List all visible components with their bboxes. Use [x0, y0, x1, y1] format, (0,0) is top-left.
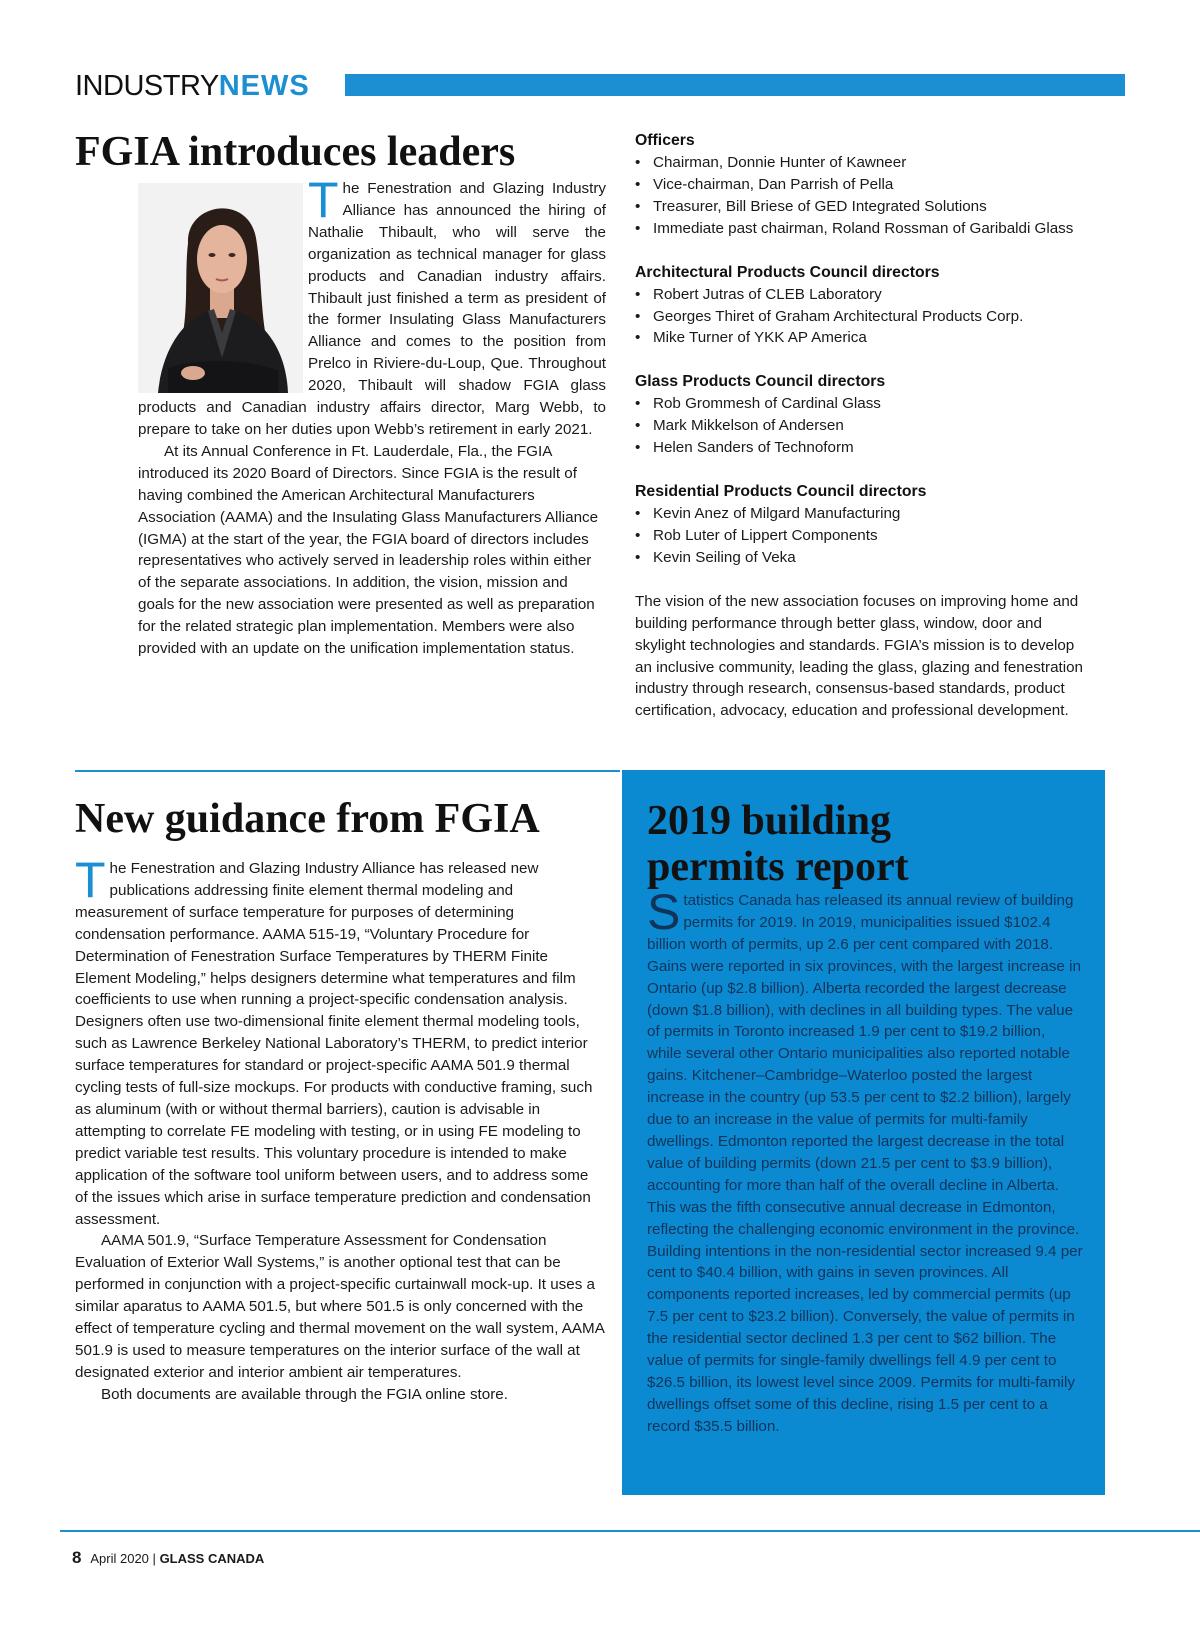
magazine-name: GLASS CANADA: [159, 1551, 265, 1566]
permits-box: [622, 770, 1105, 1495]
group-architectural: [635, 262, 1105, 350]
section-label: [75, 68, 310, 104]
group-list: [635, 152, 1105, 240]
list-item: • Rob Grommesh of Cardinal Glass: [635, 393, 1105, 415]
list-item: • Helen Sanders of Technoform: [635, 437, 1105, 459]
article2-dropcap: T: [75, 852, 106, 908]
article3-body: [647, 884, 1083, 1438]
article3-dropcap: S: [647, 884, 681, 940]
list-item: • Kevin Seiling of Veka: [635, 547, 1105, 569]
article3-para-text: tatistics Canada has released its annual review of building permits for 2019. In 2019, municipalities issued $102.4 billion worth of permits, up 2.6 per cent compared with 2018. Gains were reported in six provinces, with the largest increase in Ontario (up $2.8 billion). Alberta recorded the largest decrease (down $1.8 billion), with declines in all building types. The value of permits in Toronto increased 1.9 per cent to $19.2 billion, while several other Ontario municipalities also reported notable gains. Kitchener–Cambridge–Waterloo posted the largest increase in the country (up 53.5 per cent to $2.2 billion), largely due to an increase in the value of permits for multi-family dwellings. Edmonton reported the largest decrease in the total value of building permits (down 21.5 per cent to $3.9 billion), accounting for more than half of the overall decline in Alberta. This was the fifth consecutive annual decrease in Edmonton, reflecting the challenging economic environment in the province. Building intentions in the non-residential sector increased 9.4 per cent to $40.4 billion, with gains in seven provinces. All components reported increases, led by commercial permits (up 7.5 per cent to $23.2 billion). Conversely, the value of permits in the residential sector declined 1.3 per cent to $62 billion. The value of permits for single-family dwellings fell 4.9 per cent to $26.5 billion, its lowest level since 2009. Permits for multi-family dwellings offset some of this decline, rising 1.5 per cent to a record $35.5 billion.: [647, 892, 1083, 1435]
article1-para1-text: he Fenestration and Glazing Industry Alliance has announced the hiring of Nathalie Thibault, who will serve the organization as technical manager for glass products and Canadian industry affairs. Thibault just finished a term as president of the former Insulating Glass Manufacturers Alliance and comes to the position from Prelco in Riviere-du-Loup, Que. Throughout 2020, Thibault will shadow FGIA glass products and Canadian industry affairs director, Marg Webb, to prepare to take on her duties upon Webb’s retirement in early 2021.: [138, 180, 606, 438]
list-item: • Vice-chairman, Dan Parrish of Pella: [635, 174, 1105, 196]
list-item: • Immediate past chairman, Roland Rossman of Garibaldi Glass: [635, 218, 1105, 240]
article2-para1: [75, 852, 605, 1230]
article3-headline: [647, 798, 1087, 890]
section-label-industry: INDUSTRY: [75, 70, 219, 102]
footer: [72, 1549, 264, 1568]
article2-headline: New guidance from FGIA: [75, 796, 540, 842]
list-item: • Mark Mikkelson of Andersen: [635, 415, 1105, 437]
group-residential: [635, 481, 1105, 569]
group-title: Residential Products Council directors: [635, 483, 927, 501]
article1-headline: FGIA introduces leaders: [75, 129, 516, 175]
article2-body: [75, 852, 605, 1406]
group-title: Architectural Products Council directors: [635, 263, 940, 281]
group-title: Officers: [635, 132, 695, 149]
article1-body: [138, 172, 606, 660]
list-item: • Chairman, Donnie Hunter of Kawneer: [635, 152, 1105, 174]
footer-separator: |: [152, 1551, 156, 1566]
board-listing: [635, 130, 1105, 722]
list-item: • Treasurer, Bill Briese of GED Integrated Solutions: [635, 196, 1105, 218]
article2-para1-text: he Fenestration and Glazing Industry Alliance has released new publications addressing finite element thermal modeling and measurement of surface temperature for purposes of determining condensation performance. AAMA 515-19, “Voluntary Procedure for Determination of Fenestration Surface Temperatures by THERM Finite Element Modeling,” helps designers determine what temperatures and film coefficients to use when running a project-specific condensation analysis. Designers often use two-dimensional finite element thermal modeling tools, such as Lawrence Berkeley National Laboratory’s THERM, to predict interior surface temperatures for standard or project-specific AAMA 501.9 thermal cycling tests of full-size mockups. For products with conductive framing, such as aluminum (with or without thermal barriers), caution is advisable in attempting to correlate FE modeling with testing, or in using FE modeling to predict variable test results. This voluntary procedure is intended to make application of the software tool uniform between users, and to address some of the issues which arise in surface temperature prediction and condensation assessment.: [75, 860, 593, 1228]
article2-para3: Both documents are available through the FGIA online store.: [101, 1385, 508, 1403]
article3-para: [647, 884, 1083, 1438]
group-title: Glass Products Council directors: [635, 373, 886, 391]
footer-rule: [60, 1530, 1200, 1532]
group-glass: [635, 371, 1105, 459]
article2-para2: AAMA 501.9, “Surface Temperature Assessment for Condensation Evaluation of Exterior Wall Systems,” is another optional test that can be performed in conjunction with a project-specific curtainwall mock-up. It uses a similar aparatus to AAMA 501.5, but where 501.5 is only concerned with the effect of temperature cycling and thermal movement on the wall system, AAMA 501.9 is used to measure temperatures on the interior surface of the wall at designated exterior and interior ambient air temperatures.: [75, 1232, 604, 1381]
list-item: • Robert Jutras of CLEB Laboratory: [635, 284, 1105, 306]
section-header: [75, 68, 1125, 104]
article1-para2: At its Annual Conference in Ft. Lauderdale, Fla., the FGIA introduced its 2020 Board of Directors. Since FGIA is the result of having combined the American Architectural Manufacturers Association (AAMA) and the Insulating Glass Manufacturers Alliance (IGMA) at the start of the year, the FGIA board of directors includes representatives who actively served in leadership roles within either of the separate associations. In addition, the vision, mission and goals for the new association were presented as well as preparation for the related strategic plan implementation. Members were also provided with an update on the unification implementation status.: [138, 442, 599, 658]
list-item: • Mike Turner of YKK AP America: [635, 327, 1105, 349]
group-list: [635, 393, 1105, 459]
list-item: • Georges Thiret of Graham Architectural Products Corp.: [635, 306, 1105, 328]
page-number: 8: [72, 1548, 82, 1567]
section-label-news: NEWS: [218, 70, 310, 102]
header-bar: [345, 74, 1125, 96]
photo-spacer: [138, 178, 308, 394]
issue-date: April 2020: [90, 1551, 149, 1566]
vision-paragraph: The vision of the new association focuses on improving home and building performance through better glass, window, door and skylight technologies and standards. FGIA’s mission is to develop an inclusive community, leading the glass, glazing and fenestration industry through research, consensus-based standards, product certification, advocacy, education and professional development.: [635, 592, 1084, 720]
group-list: [635, 503, 1105, 569]
list-item: • Rob Luter of Lippert Components: [635, 525, 1105, 547]
group-officers: [635, 130, 1105, 240]
article1-dropcap: T: [308, 172, 339, 228]
article3-headline-line2: permits report: [647, 844, 909, 890]
group-list: [635, 284, 1105, 350]
section-divider: [75, 770, 620, 772]
article3-headline-line1: 2019 building: [647, 798, 891, 844]
list-item: • Kevin Anez of Milgard Manufacturing: [635, 503, 1105, 525]
